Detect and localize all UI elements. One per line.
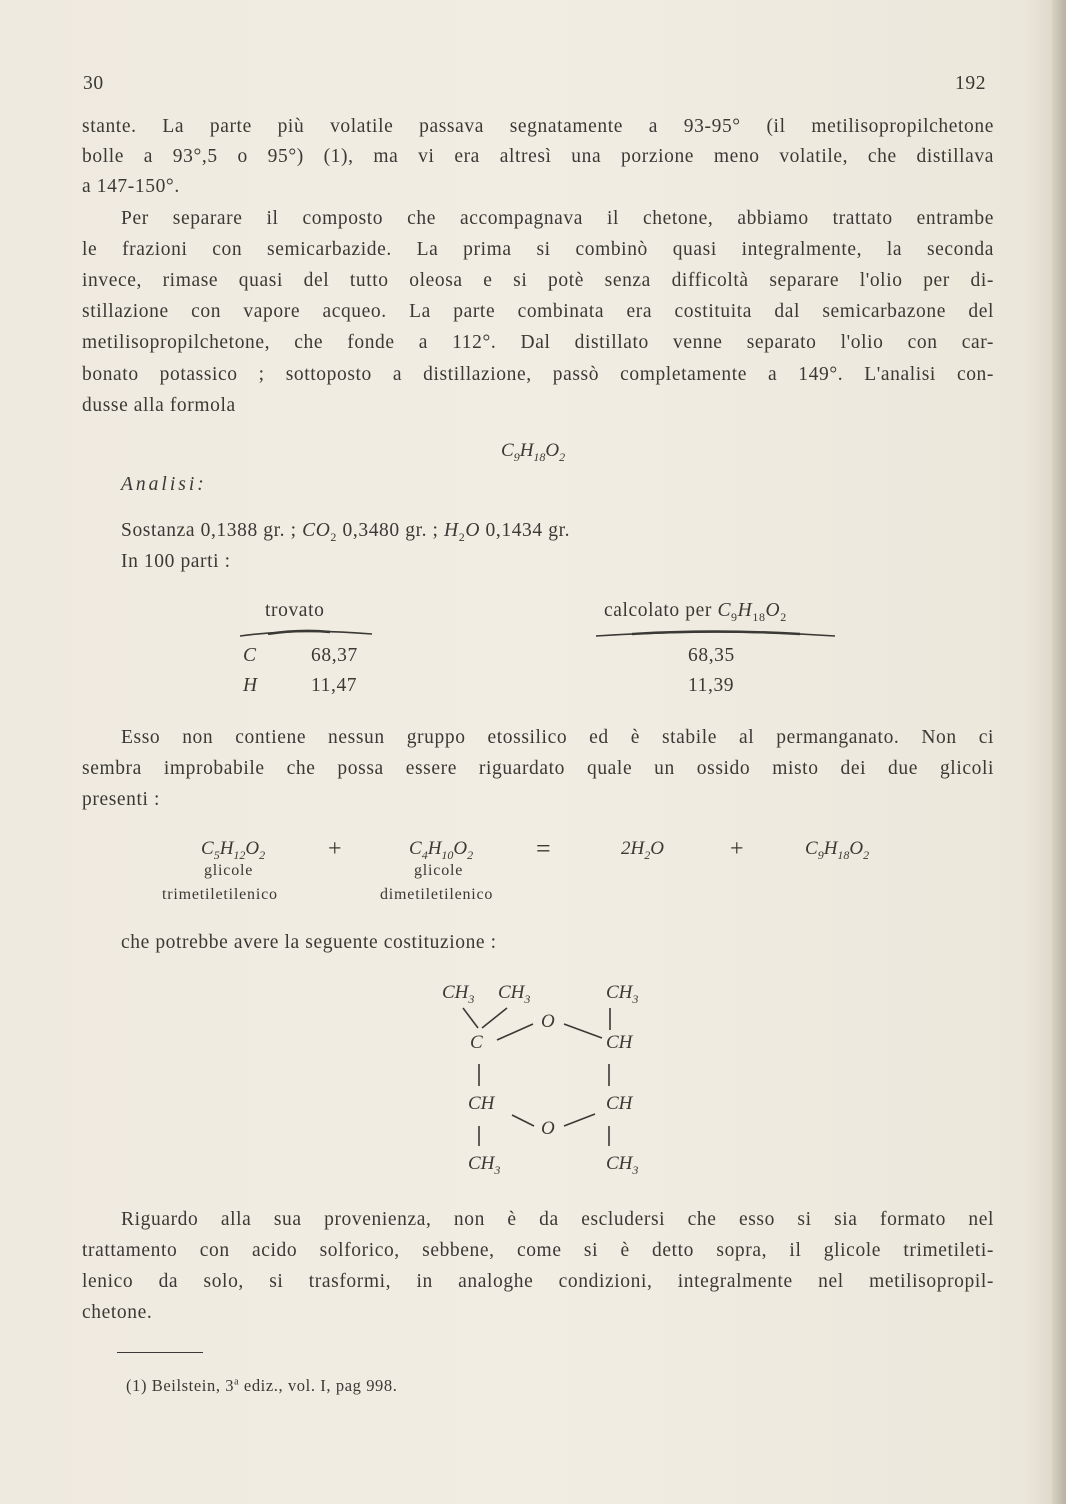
in-100-parti: In 100 parti :	[121, 551, 231, 572]
structure-carbon: C	[470, 1032, 483, 1053]
formula-c9h18o2: $C_9H_{18}O_2$	[501, 440, 566, 464]
paragraph-line: chetone.	[82, 1302, 153, 1323]
paragraph-line: dusse alla formola	[82, 395, 236, 416]
paragraph-line: stante. La parte più volatile passava segnatamente a 93-95° (il metilisopropilchetone	[82, 116, 994, 137]
footnote: (1) Beilstein, 3$^a$ ediz., vol. I, pag 998.	[126, 1376, 398, 1395]
plus-sign: +	[730, 836, 745, 862]
structure-oxygen: O	[541, 1118, 555, 1139]
paragraph-line: Per separare il composto che accompagnava il chetone, abbiamo trattato entrambe	[121, 208, 994, 229]
row-element: H	[243, 675, 258, 696]
row-calc: 68,35	[688, 645, 735, 666]
footnote-rule	[117, 1352, 203, 1353]
structure-oxygen: O	[541, 1011, 555, 1032]
glicole-label: glicole	[204, 862, 254, 879]
paragraph-line: invece, rimase quasi del tutto oleosa e si potè senza difficoltà separare l'olio per di-	[82, 270, 994, 291]
page-number-left: 30	[83, 73, 104, 94]
row-found: 11,47	[311, 675, 358, 696]
structure-ch3: $CH_3$	[442, 982, 475, 1006]
dimetiletilenico-label: dimetiletilenico	[380, 886, 494, 903]
paragraph-line: a 147-150°.	[82, 176, 180, 197]
paragraph-line: Esso non contiene nessun gruppo etossilico ed è stabile al permanganato. Non ci	[121, 727, 994, 748]
paragraph-line: lenico da solo, si trasformi, in analoghe condizioni, integralmente nel metilisopropil-	[82, 1271, 994, 1292]
calc-header: calcolato per $C_9H_{18}O_2$	[604, 600, 787, 624]
paragraph-line: le frazioni con semicarbazide. La prima si combinò quasi integralmente, la seconda	[82, 239, 994, 260]
plus-sign: +	[328, 836, 343, 862]
sostanza-line: Sostanza 0,1388 gr. ; $CO_2$ 0,3480 gr. ; $H_2O$ 0,1434 gr.	[121, 520, 571, 544]
paragraph-line: bonato potassico ; sottoposto a distillazione, passò completamente a 149°. L'analisi con-	[82, 364, 994, 385]
structure-ch: CH	[468, 1093, 495, 1114]
formula-c5h12o2: $C_5H_{12}O_2$	[201, 838, 266, 862]
structure-ch3: $CH_3$	[606, 1153, 639, 1177]
row-calc: 11,39	[688, 675, 735, 696]
structure-ch3: $CH_3$	[606, 982, 639, 1006]
equals-sign: =	[536, 834, 552, 863]
structure-ch3: $CH_3$	[468, 1153, 501, 1177]
formula-c9h18o2: $C_9H_{18}O_2$	[805, 838, 870, 862]
paragraph-line: metilisopropilchetone, che fonde a 112°. Dal distillato venne separato l'olio con car-	[82, 332, 994, 353]
paragraph-line: presenti :	[82, 789, 161, 810]
row-element: C	[243, 645, 257, 666]
trimetiletilenico-label: trimetiletilenico	[162, 886, 278, 903]
found-header: trovato	[265, 600, 325, 621]
row-found: 68,37	[311, 645, 358, 666]
structure-ch: CH	[606, 1093, 633, 1114]
structure-ch: CH	[606, 1032, 633, 1053]
paragraph-line: sembra improbabile che possa essere riguardato quale un ossido misto dei due glicoli	[82, 758, 994, 779]
paragraph-line: stillazione con vapore acqueo. La parte combinata era costituita dal semicarbazone del	[82, 301, 994, 322]
paragraph-line: bolle a 93°,5 o 95°) (1), ma vi era altresì una porzione meno volatile, che distillava	[82, 146, 994, 167]
costituzione-line: che potrebbe avere la seguente costituzione :	[121, 932, 497, 953]
glicole-label: glicole	[414, 862, 464, 879]
page-number-right: 192	[955, 73, 987, 94]
structure-ch3: $CH_3$	[498, 982, 531, 1006]
formula-c4h10o2: $C_4H_{10}O_2$	[409, 838, 474, 862]
paragraph-line: Riguardo alla sua provenienza, non è da escludersi che esso si sia formato nel	[121, 1209, 994, 1230]
paragraph-line: trattamento con acido solforico, sebbene, come si è detto sopra, il glicole trimetileti-	[82, 1240, 994, 1261]
formula-2h2o: $2H_2O$	[621, 838, 664, 862]
analisi-label: Analisi:	[121, 474, 207, 495]
